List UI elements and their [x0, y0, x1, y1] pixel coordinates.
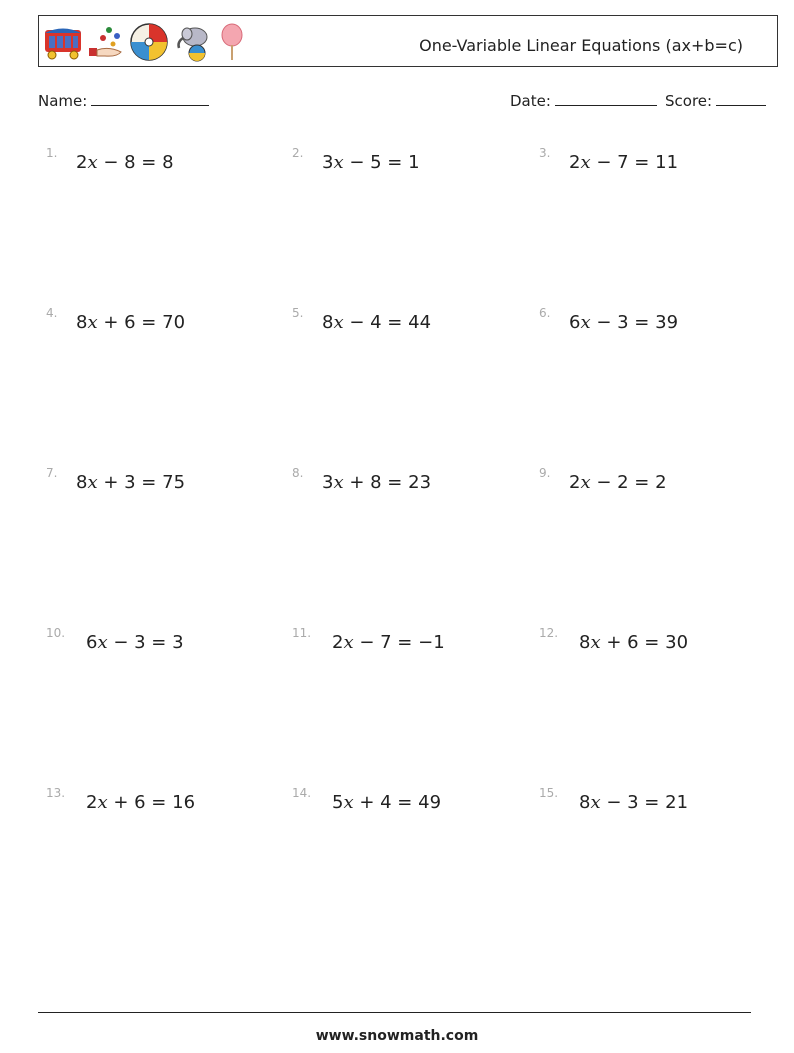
equation-variable: x [87, 472, 98, 493]
problem-equation [86, 792, 195, 813]
equation-variable: x [343, 792, 354, 813]
equation-coefficient: 3 [322, 472, 334, 493]
equation-rest: + 3 = 75 [97, 472, 186, 493]
equation-coefficient: 3 [322, 152, 334, 173]
problem-number: 12. [539, 626, 559, 640]
date-label: Date: [510, 92, 551, 110]
equation-rest: − 7 = −1 [353, 632, 445, 653]
equation-variable: x [333, 472, 344, 493]
equation-coefficient: 2 [569, 152, 581, 173]
problem-equation [579, 632, 688, 653]
equation-rest: − 7 = 11 [590, 152, 679, 173]
equation-variable: x [97, 792, 108, 813]
worksheet-title: One-Variable Linear Equations (ax+b=c) [419, 36, 743, 55]
problem-number: 6. [539, 306, 551, 320]
equation-variable: x [97, 632, 108, 653]
equation-rest: + 6 = 70 [97, 312, 186, 333]
equation-coefficient: 5 [332, 792, 344, 813]
equation-rest: − 8 = 8 [97, 152, 174, 173]
problem-number: 10. [46, 626, 66, 640]
elephant-on-ball-icon [173, 22, 213, 62]
equation-rest: + 8 = 23 [343, 472, 432, 493]
equation-variable: x [87, 152, 98, 173]
problem-equation [76, 152, 174, 173]
worksheet-header [38, 15, 778, 67]
equation-rest: + 6 = 16 [107, 792, 196, 813]
name-field[interactable] [38, 92, 209, 110]
equation-rest: + 6 = 30 [600, 632, 689, 653]
equation-variable: x [333, 152, 344, 173]
problem-number: 1. [46, 146, 58, 160]
equation-coefficient: 2 [76, 152, 88, 173]
problem-equation [322, 152, 420, 173]
equation-coefficient: 8 [579, 632, 591, 653]
equation-variable: x [333, 312, 344, 333]
equation-rest: − 5 = 1 [343, 152, 420, 173]
equation-rest: − 4 = 44 [343, 312, 432, 333]
equation-rest: − 3 = 3 [107, 632, 184, 653]
equation-variable: x [580, 152, 591, 173]
problem-number: 7. [46, 466, 58, 480]
problem-equation [569, 472, 667, 493]
header-icons [43, 20, 247, 64]
equation-variable: x [87, 312, 98, 333]
problem-equation [569, 152, 678, 173]
problem-number: 2. [292, 146, 304, 160]
problem-equation [322, 312, 431, 333]
problem-equation [76, 472, 185, 493]
problem-number: 14. [292, 786, 312, 800]
equation-coefficient: 8 [322, 312, 334, 333]
problem-equation [322, 472, 431, 493]
equation-variable: x [580, 472, 591, 493]
name-label: Name: [38, 92, 88, 110]
problem-number: 11. [292, 626, 312, 640]
equation-coefficient: 6 [569, 312, 581, 333]
date-blank[interactable] [555, 104, 657, 106]
problem-number: 4. [46, 306, 58, 320]
problem-number: 8. [292, 466, 304, 480]
equation-coefficient: 6 [86, 632, 98, 653]
problem-number: 3. [539, 146, 551, 160]
equation-variable: x [343, 632, 354, 653]
problem-equation [332, 632, 445, 653]
equation-variable: x [590, 792, 601, 813]
score-label: Score: [665, 92, 713, 110]
equation-rest: − 3 = 39 [590, 312, 679, 333]
problem-number: 9. [539, 466, 551, 480]
juggling-hand-icon [87, 24, 125, 60]
equation-coefficient: 2 [86, 792, 98, 813]
problem-equation [332, 792, 441, 813]
problem-equation [579, 792, 688, 813]
score-blank[interactable] [716, 104, 766, 106]
problem-equation [76, 312, 185, 333]
equation-variable: x [580, 312, 591, 333]
equation-rest: − 2 = 2 [590, 472, 667, 493]
problem-number: 13. [46, 786, 66, 800]
cotton-candy-icon [217, 22, 247, 62]
score-field[interactable] [665, 92, 766, 110]
footer-website: www.snowmath.com [315, 1028, 479, 1044]
problem-number: 15. [539, 786, 559, 800]
equation-variable: x [590, 632, 601, 653]
circus-wagon-icon [43, 24, 83, 60]
equation-coefficient: 2 [332, 632, 344, 653]
problem-number: 5. [292, 306, 304, 320]
equation-coefficient: 8 [76, 312, 88, 333]
equation-coefficient: 2 [569, 472, 581, 493]
equation-coefficient: 8 [76, 472, 88, 493]
beach-ball-icon [129, 22, 169, 62]
problem-equation [569, 312, 678, 333]
footer-divider [38, 1012, 751, 1013]
equation-rest: + 4 = 49 [353, 792, 442, 813]
problem-equation [86, 632, 184, 653]
equation-rest: − 3 = 21 [600, 792, 689, 813]
name-blank[interactable] [91, 104, 209, 106]
date-field[interactable] [510, 92, 657, 110]
equation-coefficient: 8 [579, 792, 591, 813]
